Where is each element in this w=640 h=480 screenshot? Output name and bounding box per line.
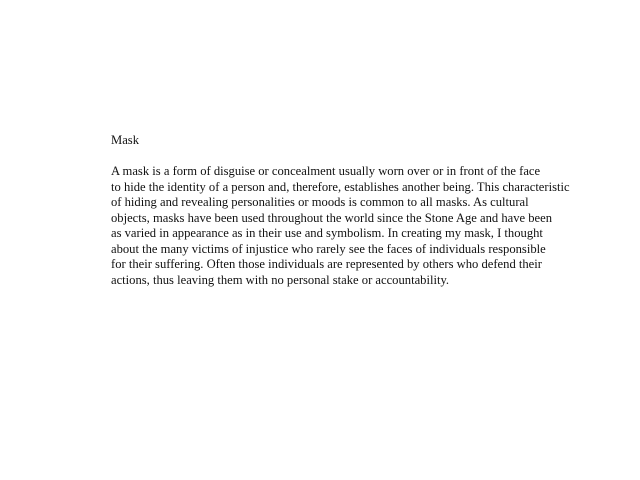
document-title: Mask — [111, 133, 139, 147]
document-paragraph — [111, 164, 570, 288]
paragraph-line: objects, masks have been used throughout the world since the Stone Age and have been — [111, 210, 553, 225]
paragraph-line: about the many victims of injustice who rarely see the faces of individuals responsible — [111, 241, 546, 256]
paragraph-line: of hiding and revealing personalities or moods is common to all masks. As cultural — [111, 195, 529, 209]
paragraph-line: to hide the identity of a person and, therefore, establishes another being. This characteristic — [111, 179, 570, 194]
paragraph-line: actions, thus leaving them with no personal stake or accountability. — [111, 272, 450, 287]
paragraph-line: as varied in appearance as in their use and symbolism. In creating my mask, I thought — [111, 226, 543, 240]
paragraph-line: for their suffering. Often those individuals are represented by others who defend their — [111, 257, 542, 271]
paragraph-line: A mask is a form of disguise or concealment usually worn over or in front of the face — [111, 164, 541, 178]
